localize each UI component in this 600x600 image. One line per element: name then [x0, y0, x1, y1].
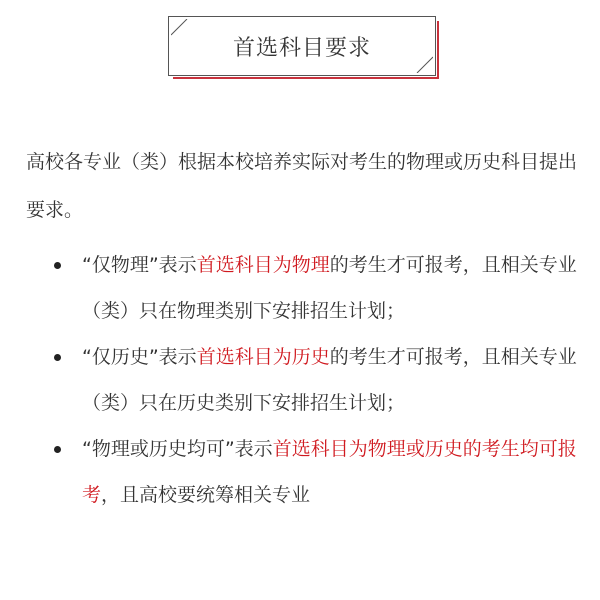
list-item: [26, 334, 578, 426]
list-item: [26, 242, 578, 334]
bullet-dot-icon: [54, 446, 61, 453]
item-text: “物理或历史均可”表示: [82, 438, 273, 460]
item-text: “仅历史”表示: [82, 346, 197, 368]
title-accent-line: [173, 77, 439, 79]
page-title: 首选科目要求: [232, 35, 371, 61]
item-text: ，且高校要统筹相关专业: [101, 484, 311, 506]
bullet-dot-icon: [54, 262, 61, 269]
list-item: [26, 426, 578, 518]
item-text: 的考生才可报考，且相关专业（类）只在历史类别下安排招生计划；: [82, 346, 577, 414]
item-text: 的考生才可报考，且相关专业（类）只在物理类别下安排招生计划；: [82, 254, 577, 322]
section-title-box: [168, 16, 436, 76]
bullet-dot-icon: [54, 354, 61, 361]
item-highlight: 首选科目为物理: [196, 254, 330, 276]
item-highlight: 首选科目为物理或历史的考生均可报考: [82, 438, 577, 506]
item-highlight: 首选科目为历史: [196, 346, 330, 368]
intro-paragraph: 高校各专业（类）根据本校培养实际对考生的物理或历史科目提出要求。: [26, 151, 578, 221]
requirement-list: [26, 242, 578, 518]
title-accent-line: [437, 21, 439, 79]
item-text: “仅物理”表示: [82, 254, 197, 276]
